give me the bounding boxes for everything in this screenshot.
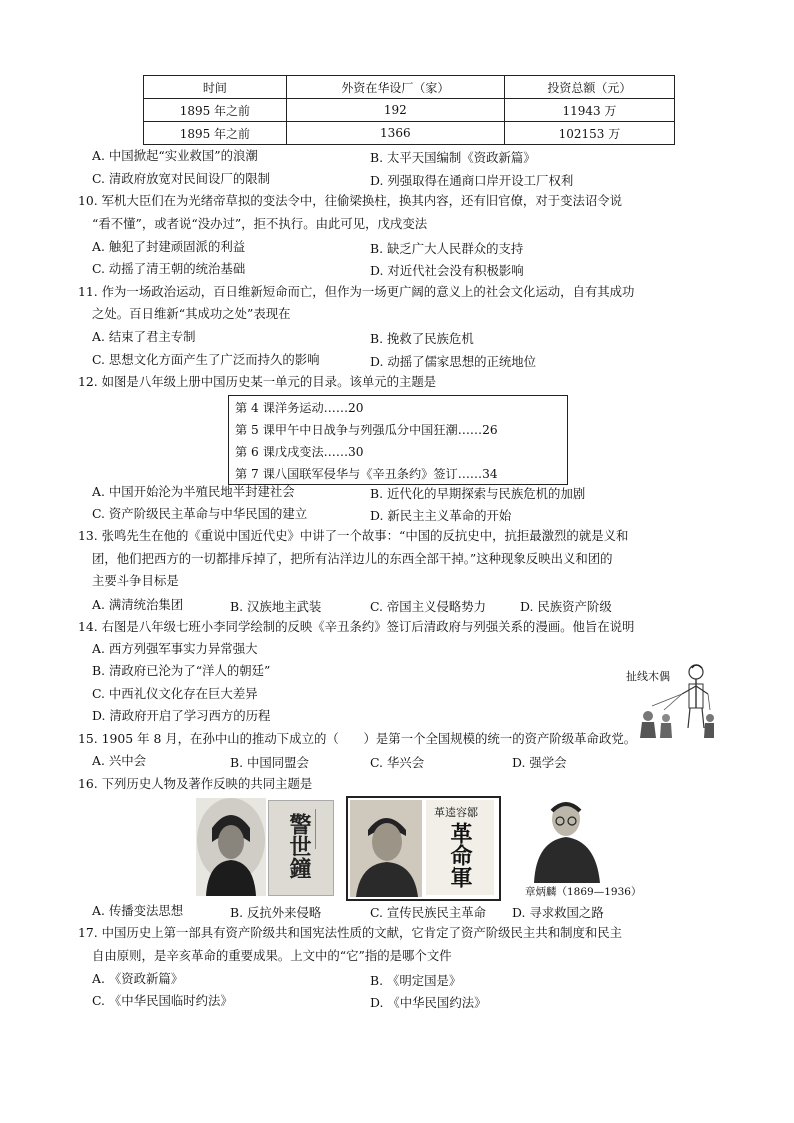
puppet-figure-icon bbox=[624, 660, 714, 742]
question-stem-cont: “看不懂”，或者说“没办过”，拒不执行。由此可见，戊戌变法 bbox=[92, 216, 428, 231]
table-header-cell: 时间 bbox=[144, 76, 287, 99]
toc-item: 第 5 课甲午中日战争与列强瓜分中国狂潮……26 bbox=[235, 423, 498, 437]
option-c: C. 清政府放宽对民间设厂的限制 bbox=[92, 171, 270, 186]
option-a: A. 中国掀起“实业救国”的浪潮 bbox=[92, 148, 258, 163]
option-a: A. 西方列强军事实力异常强大 bbox=[92, 641, 258, 656]
toc-item: 第 4 课洋务运动……20 bbox=[235, 401, 364, 415]
book-title-2: 革命軍 bbox=[447, 822, 473, 888]
photo-caption: 章炳麟（1869—1936） bbox=[525, 886, 642, 898]
portrait-icon bbox=[350, 800, 422, 897]
book-title-1: 警世鐘 bbox=[286, 813, 312, 879]
portrait-photo-3 bbox=[522, 797, 612, 883]
option-b: B. 太平天国编制《资政新篇》 bbox=[370, 150, 536, 165]
question-stem: 15. 1905 年 8 月，在孙中山的推动下成立的（ ）是第一个全国规模的统一的资产阶级革命政党。 bbox=[78, 731, 637, 746]
option-a: A. 中国开始沦为半殖民地半封建社会 bbox=[92, 484, 295, 499]
question-stem: 14. 右图是八年级七班小李同学绘制的反映《辛丑条约》签订后清政府与列强关系的漫画。他旨在说明 bbox=[78, 619, 635, 634]
table-cell: 192 bbox=[286, 99, 504, 122]
option-c: C. 动摇了清王朝的统治基础 bbox=[92, 261, 246, 276]
option-c: C. 宣传民族民主革命 bbox=[370, 905, 487, 920]
option-d: D. 清政府开启了学习西方的历程 bbox=[92, 708, 271, 723]
option-a: A. 满清统治集团 bbox=[92, 597, 184, 612]
table-header-cell: 外资在华设厂（家） bbox=[286, 76, 504, 99]
option-b: B. 中国同盟会 bbox=[230, 755, 309, 770]
option-a: A. 《资政新篇》 bbox=[92, 971, 184, 986]
option-a: A. 触犯了封建顽固派的利益 bbox=[92, 239, 246, 254]
book-author-2: 革逵容鄒 bbox=[434, 806, 478, 819]
option-b: B. 近代化的早期探索与民族危机的加剧 bbox=[370, 486, 586, 501]
question-stem-cont: 自由原则，是辛亥革命的重要成果。上文中的“它”指的是哪个文件 bbox=[92, 948, 452, 963]
toc-item: 第 6 课戊戌变法……30 bbox=[235, 445, 364, 459]
option-c: C. 中西礼仪文化存在巨大差异 bbox=[92, 686, 258, 701]
table-cell: 11943 万 bbox=[504, 99, 674, 122]
option-d: D. 动摇了儒家思想的正统地位 bbox=[370, 354, 537, 369]
book-cover-1 bbox=[268, 800, 334, 896]
book-text-lines bbox=[315, 809, 326, 849]
portrait-icon bbox=[522, 797, 612, 883]
option-d: D. 强学会 bbox=[512, 755, 567, 770]
question-stem: 16. 下列历史人物及著作反映的共同主题是 bbox=[78, 776, 313, 791]
option-c: C. 帝国主义侵略势力 bbox=[370, 599, 487, 614]
table-cell: 1895 年之前 bbox=[144, 99, 287, 122]
question-stem-cont: 之处。百日维新“其成功之处”表现在 bbox=[92, 306, 291, 321]
table-header-row bbox=[144, 76, 675, 99]
option-a: A. 兴中会 bbox=[92, 753, 146, 768]
option-b: B. 清政府已沦为了“洋人的朝廷” bbox=[92, 663, 271, 678]
foreign-investment-table bbox=[143, 75, 675, 145]
table-cell: 102153 万 bbox=[504, 122, 674, 145]
table-row bbox=[144, 122, 675, 145]
table-cell: 1366 bbox=[286, 122, 504, 145]
option-c: C. 《中华民国临时约法》 bbox=[92, 993, 233, 1008]
option-a: A. 结束了君主专制 bbox=[92, 329, 196, 344]
portrait-photo-1 bbox=[196, 798, 266, 896]
table-header-cell: 投资总额（元） bbox=[504, 76, 674, 99]
photo-and-book-frame bbox=[346, 796, 501, 901]
option-b: B. 汉族地主武装 bbox=[230, 599, 322, 614]
toc-item: 第 7 课八国联军侵华与《辛丑条约》签订……34 bbox=[235, 467, 498, 481]
option-d: D. 列强取得在通商口岸开设工厂权利 bbox=[370, 173, 574, 188]
question-stem: 11. 作为一场政治运动，百日维新短命而亡，但作为一场更广阔的意义上的社会文化运动，自有其成功 bbox=[78, 284, 635, 299]
option-b: B. 反抗外来侵略 bbox=[230, 905, 322, 920]
option-d: D. 新民主主义革命的开始 bbox=[370, 508, 512, 523]
portrait-icon bbox=[196, 798, 266, 896]
question-stem-cont: 团，他们把西方的一切都排斥掉了，把所有沾洋边儿的东西全部干掉。”这种现象反映出义和团的 bbox=[92, 551, 613, 566]
question-stem: 13. 张鸣先生在他的《重说中国近代史》中讲了一个故事：“中国的反抗史中，抗拒最激烈的就是义和 bbox=[78, 528, 629, 543]
option-d: D. 寻求救国之路 bbox=[512, 905, 604, 920]
book-cover-2 bbox=[426, 800, 494, 895]
option-d: D. 《中华民国约法》 bbox=[370, 995, 487, 1010]
table-cell: 1895 年之前 bbox=[144, 122, 287, 145]
table-row bbox=[144, 99, 675, 122]
option-c: C. 思想文化方面产生了广泛而持久的影响 bbox=[92, 352, 320, 367]
option-d: D. 对近代社会没有积极影响 bbox=[370, 263, 524, 278]
option-b: B. 缺乏广大人民群众的支持 bbox=[370, 241, 524, 256]
puppet-cartoon-image bbox=[624, 660, 714, 742]
option-d: D. 民族资产阶级 bbox=[520, 599, 612, 614]
question-stem-cont: 主要斗争目标是 bbox=[92, 573, 179, 588]
question-stem: 12. 如图是八年级上册中国历史某一单元的目录。该单元的主题是 bbox=[78, 374, 437, 389]
option-c: C. 华兴会 bbox=[370, 755, 425, 770]
question-stem: 10. 军机大臣们在为光绪帝草拟的变法令中，往偷梁换柱，换其内容，还有旧官僚，对于变法诏令说 bbox=[78, 193, 623, 208]
option-b: B. 挽救了民族危机 bbox=[370, 331, 474, 346]
cartoon-label: 扯线木偶 bbox=[626, 670, 670, 683]
option-c: C. 资产阶级民主革命与中华民国的建立 bbox=[92, 506, 308, 521]
table-of-contents-box bbox=[228, 395, 568, 485]
question-stem: 17. 中国历史上第一部具有资产阶级共和国宪法性质的文献，它肯定了资产阶级民主共和制度和民主 bbox=[78, 925, 623, 940]
option-a: A. 传播变法思想 bbox=[92, 903, 184, 918]
option-b: B. 《明定国是》 bbox=[370, 973, 462, 988]
